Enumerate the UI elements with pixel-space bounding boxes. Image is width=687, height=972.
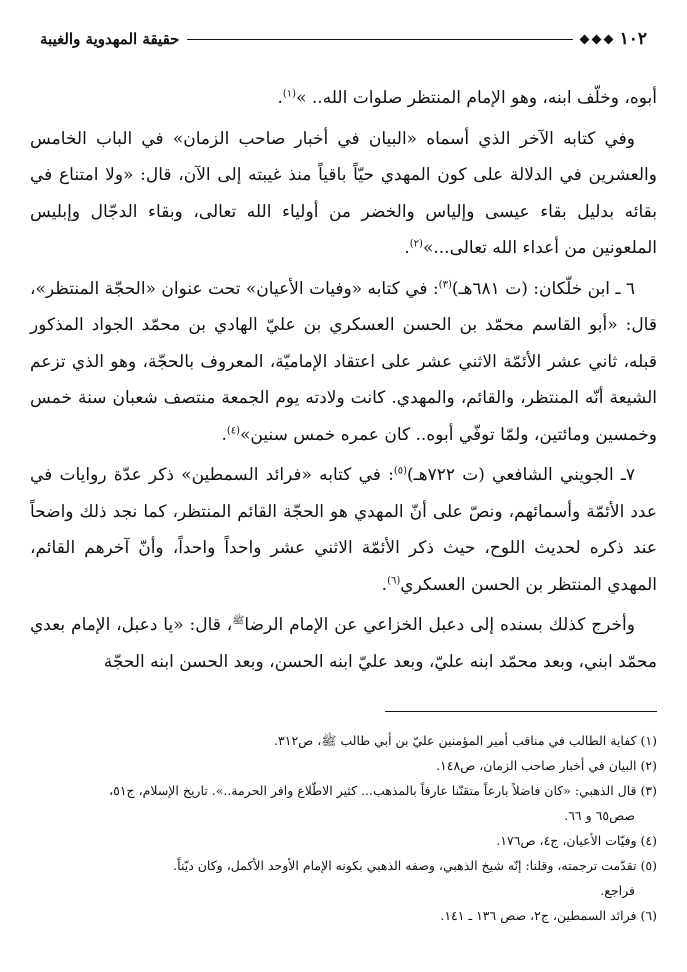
honorific: ﷺ xyxy=(232,615,245,627)
footnote-ref: (٤) xyxy=(226,424,241,436)
footnote: (٤) وفيّات الأعيان، ج٤، ص١٧٦. xyxy=(496,833,657,848)
footnote-ref: (٢) xyxy=(409,238,423,250)
paragraph: أبوه، وخلّف ابنه، وهو الإمام المنتظر صلوات الله.. »$^{(١)}$. xyxy=(277,88,657,108)
footnote-ref: (٥) xyxy=(393,465,408,477)
paragraph: وأخرج كذلك بسنده إلى دعبل الخزاعي عن الإمام الرضا$^ﷺ$، قال: «يا دعبل، الإمام بعدي محمّد ابني، وبعد محمّد ابنه عليّ، وبعد عليّ ابنه الحسن، وبعد الحسن ابنه الحجّة xyxy=(30,615,657,672)
footnote: (٢) البيان في أخبار صاحب الزمان، ص١٤٨. xyxy=(436,758,657,773)
footnote-continuation: فراجع. xyxy=(600,883,635,898)
header-rule xyxy=(187,39,572,40)
footnote-separator xyxy=(385,711,657,712)
paragraph: وفي كتابه الآخر الذي أسماه «البيان في أخبار صاحب الزمان» في الباب الخامس والعشرين في الدلالة على كون المهدي حيّاً باقياً منذ غيبته إلى الآن، قال: «ولا امتناع في بقائه بدليل بقاء عيسى وإلياس والخضر من أولياء الله تعالى، وبقاء الدجّال وإبليس الملعونين من أعداء الله تعالى...»$^{(٢)}$. xyxy=(30,128,657,258)
footnote: (٥) تقدّمت ترجمته، وقلنا: إنّه شيخ الذهبي، وصفه الذهبي بكونه الإمام الأوحد الأكمل، وكان ديّناً. xyxy=(173,858,657,873)
footnote: (٦) فرائد السمطين، ج٢، صص ١٣٦ ـ ١٤١. xyxy=(440,908,657,923)
footnotes xyxy=(30,728,657,928)
footnote-ref: (١) xyxy=(282,88,297,100)
paragraph: ٧ـ الجويني الشافعي (ت ٧٢٢هـ)$^{(٥)}$: في كتابه «فرائد السمطين» ذكر عدّة روايات في عدد الأئمّة وأسمائهم، ونصّ على أنّ المهدي هو الحجّة القائم المنتظر، كما نجد ذلك واضحاً عند ذكره لحديث اللوح، حيث ذكر الأئمّة الاثني عشر واحداً واحداً، وأنّ آخرهم القائم، المهدي المنتظر بن الحسن العسكري$^{(٦)}$. xyxy=(30,465,657,595)
paragraph: ٦ ـ ابن خلّكان: (ت ٦٨١هـ)$^{(٣)}$: في كتابه «وفيات الأعيان» تحت عنوان «الحجّة المنتظر»، قال: «أبو القاسم محمّد بن الحسن العسكري بن عليّ الهادي بن محمّد الجواد المذكور قبله، ثاني عشر الأئمّة الاثني عشر على اعتقاد الإماميّة، المعروف بالحجّة، وهو الذي تزعم الشيعة أنّه المنتظر، والقائم، والمهدي. كانت ولادته يوم الجمعة منتصف شعبان سنة خمس وخمسين ومائتين، ولمّا توفّي أبوه.. كان عمره خمس سنين»$^{(٤)}$. xyxy=(30,278,657,445)
footnote: (١) كفاية الطالب في مناقب أمير المؤمنين عليّ بن أبي طالب ﷺ، ص٣١٢. xyxy=(274,733,657,748)
running-header xyxy=(40,26,647,52)
footnote-continuation: صص٦٥ و ٦٦. xyxy=(564,808,635,823)
footnote-ref: (٦) xyxy=(387,574,401,586)
header-ornament xyxy=(581,36,612,43)
page-number: ١٠٢ xyxy=(619,29,647,49)
footnote-ref: (٣) xyxy=(438,278,452,290)
main-text xyxy=(30,80,657,684)
running-title: حقيقة المهدوية والغيبة xyxy=(40,30,180,48)
footnote: (٣) قال الذهبي: «كان فاضلاً بارعاً متقنّنا عارفاً بالمذهب... كثير الاطّلاع وافر الحرمة..». تاريخ الإسلام، ج٥١، xyxy=(109,783,657,798)
